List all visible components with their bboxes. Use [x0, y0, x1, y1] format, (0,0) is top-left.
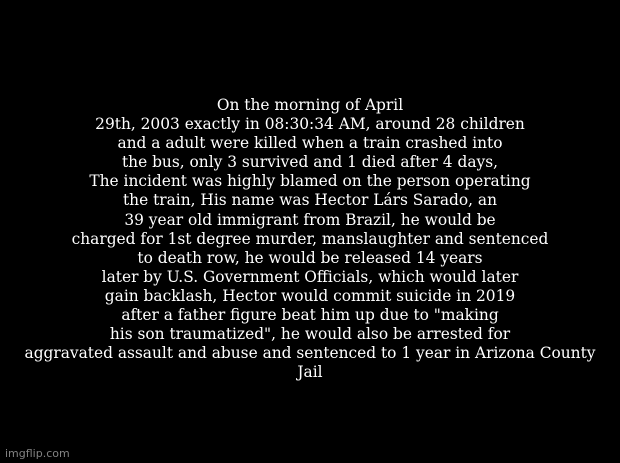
meme-caption-text: On the morning of April 29th, 2003 exactly in 08:30:34 AM, around 28 children and a adult were killed when a train crashed into the bus, only 3 survived and 1 died after 4 days, The incident was highly blamed on the person operating the train, His name was Hector Lárs Sarado, an 39 year old immigrant from Brazil, he would be charged for 1st degree murder, manslaughter and sentenced to death row, he would be released 14 years later by U.S. Government Officials, which would later gain backlash, Hector would commit suicide in 2019 after a father figure beat him up due to "making his son traumatized", he would also be arrested for aggravated assault and abuse and sentenced to 1 year in Arizona County Jail — [24, 96, 596, 382]
imgflip-watermark: imgflip.com — [5, 447, 70, 460]
